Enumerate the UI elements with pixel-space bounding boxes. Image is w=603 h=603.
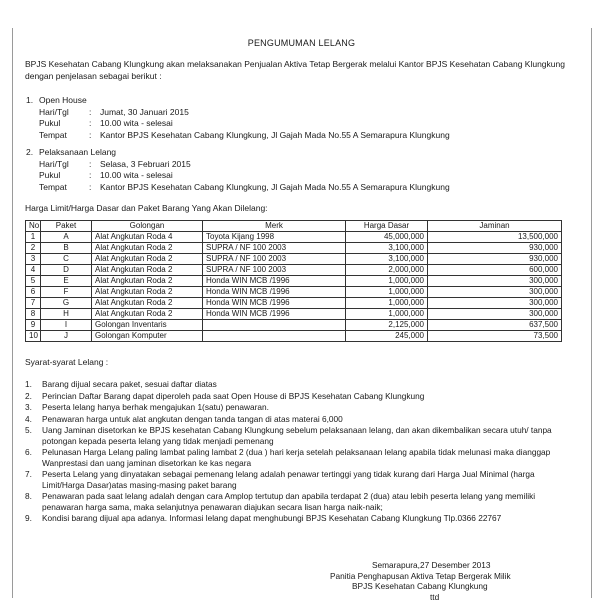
cell-paket: J	[41, 331, 92, 342]
cell-merk: Honda WIN MCB /1996	[203, 276, 346, 287]
cell-harga-dasar: 3,100,000	[346, 243, 428, 254]
page-border-right	[591, 28, 592, 598]
term-number: 3.	[25, 402, 32, 412]
cell-jaminan: 600,000	[428, 265, 562, 276]
cell-golongan: Alat Angkutan Roda 2	[92, 298, 203, 309]
header-merk: Merk	[203, 221, 346, 232]
cell-harga-dasar: 1,000,000	[346, 309, 428, 320]
term-item	[25, 469, 575, 490]
term-text: Barang dijual secara paket, sesuai daftar diatas	[42, 379, 217, 389]
term-item	[25, 513, 575, 524]
cell-no: 6	[26, 287, 41, 298]
cell-golongan: Golongan Inventaris	[92, 320, 203, 331]
term-item	[25, 391, 575, 402]
cell-harga-dasar: 3,100,000	[346, 254, 428, 265]
term-number: 9.	[25, 513, 32, 523]
term-item	[25, 402, 575, 413]
event-heading: Open House	[39, 95, 87, 105]
intro-paragraph: BPJS Kesehatan Cabang Klungkung akan melaksanakan Penjualan Aktiva Tetap Bergerak melalui Kantor BPJS Kesehatan Cabang Klungkung dengan penjelasan sebagai berikut :	[25, 59, 565, 81]
header-paket: Paket	[41, 221, 92, 232]
row-colon: :	[89, 129, 92, 140]
row-label: Pukul	[39, 118, 61, 128]
signature-org-line2: BPJS Kesehatan Cabang Klungkung	[352, 581, 488, 591]
table-row	[26, 232, 562, 243]
cell-paket: A	[41, 232, 92, 243]
term-text: Penawaran pada saat lelang adalah dengan cara Amplop tertutup dan apabila terdapat 2 (dua) atau lebih peserta lelang yang memiliki penawaran harga sama, maka selanjutnya penawaran diajukan secara lisan harga naik-naik;	[42, 491, 536, 512]
cell-merk: Honda WIN MCB /1996	[203, 287, 346, 298]
term-number: 4.	[25, 413, 32, 424]
row-colon: :	[89, 170, 92, 180]
cell-paket: C	[41, 254, 92, 265]
signature-date: Semarapura,27 Desember 2013	[372, 560, 491, 570]
table-row	[26, 243, 562, 254]
page-title: PENGUMUMAN LELANG	[247, 38, 356, 48]
table-row	[26, 331, 562, 342]
table-row	[26, 254, 562, 265]
cell-merk: SUPRA / NF 100 2003	[203, 243, 346, 254]
cell-paket: D	[41, 265, 92, 276]
row-value: Kantor BPJS Kesehatan Cabang Klungkung, Jl Gajah Mada No.55 A Semarapura Klungkung	[100, 129, 450, 140]
event-number: 2.	[26, 147, 34, 157]
header-golongan: Golongan	[92, 221, 203, 232]
row-label: Hari/Tgl	[39, 158, 69, 169]
cell-harga-dasar: 1,000,000	[346, 287, 428, 298]
cell-jaminan: 637,500	[428, 320, 562, 331]
term-item	[25, 379, 575, 390]
table-title: Harga Limit/Harga Dasar dan Paket Barang Yang Akan Dilelang:	[25, 203, 268, 213]
cell-jaminan: 300,000	[428, 309, 562, 320]
table-header-row	[26, 221, 562, 232]
row-label: Hari/Tgl	[39, 106, 69, 117]
cell-no: 5	[26, 276, 41, 287]
cell-no: 3	[26, 254, 41, 265]
cell-merk: Toyota Kijang 1998	[203, 232, 346, 243]
row-colon: :	[89, 106, 92, 117]
table-row	[26, 265, 562, 276]
syarat-title: Syarat-syarat Lelang :	[25, 357, 109, 367]
term-number: 8.	[25, 491, 32, 501]
cell-merk: SUPRA / NF 100 2003	[203, 265, 346, 276]
cell-no: 1	[26, 232, 41, 243]
table-row	[26, 320, 562, 331]
cell-paket: H	[41, 309, 92, 320]
row-value: Selasa, 3 Februari 2015	[100, 158, 191, 169]
cell-golongan: Alat Angkutan Roda 2	[92, 309, 203, 320]
cell-jaminan: 300,000	[428, 298, 562, 309]
cell-no: 8	[26, 309, 41, 320]
header-harga-dasar: Harga Dasar	[346, 221, 428, 232]
term-text: Penawaran harga untuk alat angkutan dengan tanda tangan di atas materai 6,000	[42, 413, 343, 424]
cell-merk: Honda WIN MCB /1996	[203, 298, 346, 309]
cell-no: 2	[26, 243, 41, 254]
signature-block	[330, 560, 590, 602]
cell-harga-dasar: 1,000,000	[346, 298, 428, 309]
cell-no: 10	[26, 331, 41, 342]
header-jaminan: Jaminan	[428, 221, 562, 232]
cell-jaminan: 300,000	[428, 287, 562, 298]
term-text: Pelunasan Harga Lelang paling lambat paling lambat 2 (dua ) hari kerja setelah pelaksanaan lelang apabila tidak melunasi maka dianggap Wanprestasi dan uang jaminan disetorkan ke kas negara	[42, 447, 551, 468]
cell-golongan: Alat Angkutan Roda 2	[92, 265, 203, 276]
cell-golongan: Alat Angkutan Roda 2	[92, 243, 203, 254]
cell-jaminan: 73,500	[428, 331, 562, 342]
cell-golongan: Golongan Komputer	[92, 331, 203, 342]
term-item	[25, 447, 575, 468]
cell-paket: G	[41, 298, 92, 309]
term-text: Peserta lelang hanya berhak mengajukan 1(satu) penawaran.	[42, 402, 269, 412]
row-label: Pukul	[39, 170, 61, 180]
cell-paket: E	[41, 276, 92, 287]
term-text: Peserta Lelang yang dinyatakan sebagai pemenang lelang adalah penawar tertinggi yang tidak kurang dari Harga Jual Minimal (harga Limit/Harga Dasar)atas masing-masing paket barang	[42, 469, 535, 490]
row-colon: :	[89, 118, 92, 128]
cell-no: 9	[26, 320, 41, 331]
cell-merk: SUPRA / NF 100 2003	[203, 254, 346, 265]
cell-harga-dasar: 1,000,000	[346, 276, 428, 287]
table-row	[26, 298, 562, 309]
term-text: Uang Jaminan disetorkan ke BPJS kesehatan Cabang Klungkung sebelum pelaksanaan lelang, dan akan dikembalikan secara utuh/ tanpa potongan kepada peserta lelang yang tidak menjadi pemenang	[42, 425, 552, 446]
term-number: 6.	[25, 447, 32, 457]
cell-merk	[203, 331, 346, 342]
cell-harga-dasar: 245,000	[346, 331, 428, 342]
cell-harga-dasar: 45,000,000	[346, 232, 428, 243]
cell-merk: Honda WIN MCB /1996	[203, 309, 346, 320]
cell-paket: I	[41, 320, 92, 331]
cell-golongan: Alat Angkutan Roda 2	[92, 254, 203, 265]
term-number: 5.	[25, 425, 32, 435]
signature-ttd: ttd	[430, 591, 440, 602]
cell-golongan: Alat Angkutan Roda 2	[92, 276, 203, 287]
term-item	[25, 491, 575, 512]
table-row	[26, 309, 562, 320]
row-value: 10.00 wita - selesai	[100, 118, 173, 128]
header-no: No	[26, 221, 41, 232]
cell-no: 7	[26, 298, 41, 309]
event-number: 1.	[26, 95, 34, 105]
signature-org-line1: Panitia Penghapusan Aktiva Tetap Bergerak Milik	[330, 570, 511, 581]
cell-jaminan: 930,000	[428, 254, 562, 265]
row-label: Tempat	[39, 129, 67, 140]
page-border-left	[12, 28, 13, 598]
row-value: Kantor BPJS Kesehatan Cabang Klungkung, Jl Gajah Mada No.55 A Semarapura Klungkung	[100, 181, 450, 192]
cell-harga-dasar: 2,125,000	[346, 320, 428, 331]
term-text: Kondisi barang dijual apa adanya. Informasi lelang dapat menghubungi BPJS Kesehatan Cabang Klungkung Tlp.0366 22767	[42, 513, 502, 523]
term-item	[25, 414, 575, 425]
term-item	[25, 425, 575, 446]
term-text: Perincian Daftar Barang dapat diperoleh pada saat Open House di BPJS Kesehatan Cabang Klungkung	[42, 390, 425, 401]
cell-paket: B	[41, 243, 92, 254]
cell-jaminan: 13,500,000	[428, 232, 562, 243]
terms-list	[25, 379, 575, 524]
auction-table	[25, 220, 562, 342]
term-number: 7.	[25, 469, 32, 479]
row-value: 10.00 wita - selesai	[100, 170, 173, 180]
term-number: 1.	[25, 379, 32, 389]
cell-merk	[203, 320, 346, 331]
term-number: 2.	[25, 390, 32, 401]
table-row	[26, 287, 562, 298]
cell-jaminan: 300,000	[428, 276, 562, 287]
cell-no: 4	[26, 265, 41, 276]
cell-golongan: Alat Angkutan Roda 2	[92, 287, 203, 298]
table-row	[26, 276, 562, 287]
cell-harga-dasar: 2,000,000	[346, 265, 428, 276]
cell-golongan: Alat Angkutan Roda 4	[92, 232, 203, 243]
row-value: Jumat, 30 Januari 2015	[100, 106, 189, 117]
event-heading: Pelaksanaan Lelang	[39, 147, 117, 157]
cell-paket: F	[41, 287, 92, 298]
row-colon: :	[89, 158, 92, 169]
row-colon: :	[89, 181, 92, 192]
cell-jaminan: 930,000	[428, 243, 562, 254]
row-label: Tempat	[39, 181, 67, 192]
